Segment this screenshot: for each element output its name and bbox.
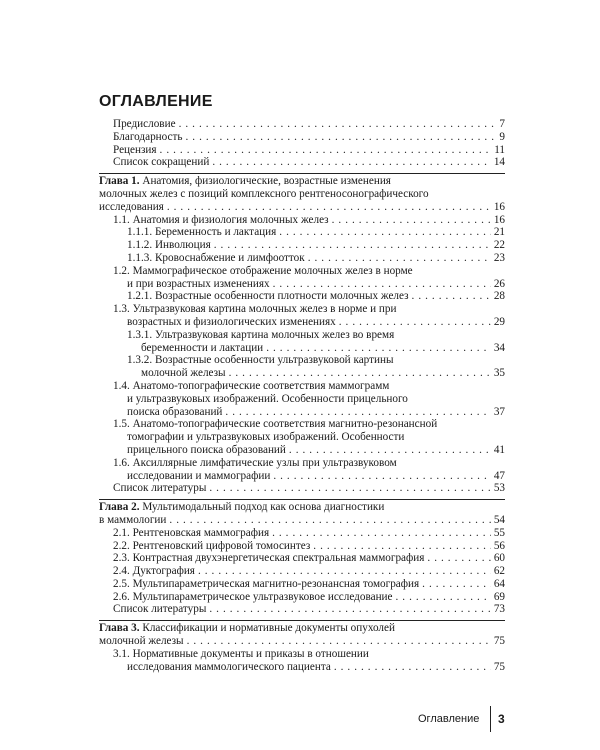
toc-entry-title	[127, 354, 394, 367]
toc-entry	[99, 214, 505, 227]
leader-dots	[209, 603, 490, 616]
toc-page-number: 73	[493, 603, 505, 616]
toc-page-number: 64	[493, 577, 505, 590]
toc-entry	[99, 578, 505, 591]
toc-line	[99, 329, 505, 342]
toc-entry-text: 1.5. Анатомо-топографические соответствия магнитно-резонансной	[113, 418, 438, 431]
toc-line	[99, 540, 505, 553]
front-matter	[99, 117, 505, 170]
toc-entry-text: 1.3.1. Ультразвуковая картина молочных желез во время	[127, 328, 395, 341]
toc-line	[99, 661, 505, 674]
toc-entry-title	[113, 131, 182, 144]
toc-entry	[99, 457, 505, 483]
toc-entry-title	[99, 635, 184, 648]
toc-entry-text: 3.1. Нормативные документы и приказы в отношении	[113, 647, 369, 660]
toc-entry-title	[99, 501, 384, 514]
toc-entry-title	[127, 316, 336, 329]
toc-page-number: 16	[493, 200, 505, 213]
toc-entry-text: исследования маммологического пациента	[127, 660, 331, 673]
toc-entry-title	[127, 393, 408, 406]
leader-dots	[212, 156, 490, 169]
leader-dots	[198, 565, 491, 578]
toc-line	[99, 565, 505, 578]
toc-line	[99, 265, 505, 278]
toc-entry-title	[141, 367, 226, 380]
toc-line	[99, 342, 505, 355]
toc-page-number: 75	[493, 660, 505, 673]
toc-line	[99, 514, 505, 527]
toc-line	[99, 578, 505, 591]
toc-entry-title	[127, 239, 211, 252]
running-footer-label: Оглавление	[418, 713, 480, 725]
chapter-block	[99, 620, 505, 674]
toc-entry-title	[99, 188, 429, 201]
toc-entry-text: поиска образований	[127, 405, 223, 418]
toc-page-number: 47	[493, 469, 505, 482]
toc-entry-text: молочных желез с позиций комплексного рентгеносонографического	[99, 187, 429, 200]
leader-dots	[225, 406, 490, 419]
toc-entry-text: 1.1.2. Инволюция	[127, 239, 211, 252]
toc-entry	[99, 380, 505, 418]
toc-entry-text: Благодарность	[113, 130, 183, 143]
toc-page-number: 41	[493, 443, 505, 456]
page-title: ОГЛАВЛЕНИЕ	[99, 93, 213, 110]
toc-page-number: 56	[493, 539, 505, 552]
toc-entry-text: Мультимодальный подход как основа диагностики	[142, 501, 385, 514]
toc-line	[113, 118, 505, 131]
toc-page-number: 28	[493, 290, 505, 303]
toc-page-number: 60	[493, 552, 505, 565]
toc-page-number: 7	[499, 118, 505, 130]
toc-page-number: 21	[493, 226, 505, 239]
leader-dots	[412, 290, 491, 303]
toc-entry-text: 1.1.1. Беременность и лактация	[127, 226, 277, 239]
toc-entry-text: Классификации и нормативные документы опухолей	[142, 622, 395, 635]
leader-dots	[273, 278, 491, 291]
leader-dots	[396, 591, 491, 604]
toc-entry-title	[127, 431, 404, 444]
toc-entry	[99, 252, 505, 265]
toc-entry-title	[99, 622, 395, 635]
toc-entry-title	[113, 540, 310, 553]
toc-entry-title	[113, 214, 329, 227]
toc-line	[113, 144, 505, 157]
toc-entry-text: 1.3.2. Возрастные особенности ультразвуковой картины	[127, 354, 394, 367]
toc-entry-text: 2.2. Рентгеновский цифровой томосинтез	[113, 539, 311, 552]
toc-entry	[113, 156, 505, 169]
toc-entry-title	[113, 578, 419, 591]
toc-line	[99, 457, 505, 470]
leader-dots	[339, 316, 491, 329]
leader-dots	[169, 514, 490, 527]
leader-dots	[334, 661, 491, 674]
toc-entry-text: исследования	[99, 200, 164, 213]
toc-line	[99, 552, 505, 565]
toc-entry	[113, 118, 505, 131]
leader-dots	[308, 252, 491, 265]
toc-entry	[99, 565, 505, 578]
toc-entry	[99, 540, 505, 553]
toc-entry	[99, 603, 505, 616]
toc-entry	[99, 501, 505, 527]
toc-page-number: 37	[493, 405, 505, 418]
toc-line	[99, 527, 505, 540]
leader-dots	[279, 226, 491, 239]
toc-entry-text: 1.4. Анатомо-топографические соответствия маммограмм	[113, 379, 390, 392]
toc-entry-title	[127, 290, 409, 303]
leader-dots	[266, 342, 491, 355]
footer-divider	[490, 706, 491, 732]
toc-entry	[99, 239, 505, 252]
toc-entry-title	[127, 470, 270, 483]
leader-dots	[313, 540, 491, 553]
toc-line	[99, 303, 505, 316]
toc-line	[99, 591, 505, 604]
toc-page-number: 34	[493, 341, 505, 354]
toc-entry-text: Список литературы	[113, 603, 207, 616]
toc-line	[99, 380, 505, 393]
toc-page-number: 16	[493, 213, 505, 226]
toc-line	[99, 501, 505, 514]
toc-entry-text: исследовании и маммографии	[127, 469, 271, 482]
toc-entry-title	[113, 156, 209, 169]
chapter-label: Глава 1.	[99, 175, 143, 188]
toc-entry-title	[127, 278, 270, 291]
toc-entry	[99, 175, 505, 213]
toc-line	[113, 131, 505, 144]
toc-entry	[99, 552, 505, 565]
toc-entry-title	[113, 603, 206, 616]
toc-line	[99, 354, 505, 367]
toc-entry-title	[113, 648, 369, 661]
toc-entry-text: 1.1. Анатомия и физиология молочных желез	[113, 213, 329, 226]
toc-entry-title	[113, 418, 437, 431]
toc-line	[99, 603, 505, 616]
table-of-contents	[99, 117, 505, 677]
toc-entry-text: возрастных и физиологических изменениях	[127, 315, 336, 328]
leader-dots	[214, 239, 491, 252]
toc-entry-text: 2.6. Мультипараметрическое ультразвуковое исследование	[113, 590, 393, 603]
leader-dots	[229, 367, 491, 380]
toc-entry-text: Анатомия, физиологические, возрастные изменения	[142, 175, 391, 188]
toc-entry-title	[127, 406, 222, 419]
toc-page-number: 69	[493, 590, 505, 603]
toc-entry-text: прицельного поиска образований	[127, 443, 286, 456]
toc-entry-title	[113, 552, 424, 565]
toc-entry-text: 2.3. Контрастная двухэнергетическая спектральная маммография	[113, 552, 425, 565]
toc-line	[99, 290, 505, 303]
toc-entry	[99, 226, 505, 239]
toc-entry-text: Список литературы	[113, 482, 207, 495]
toc-entry-text: томографии и ультразвуковых изображений. Особенности	[127, 431, 405, 444]
toc-line	[99, 316, 505, 329]
toc-line	[99, 239, 505, 252]
toc-entry-text: и ультразвуковых изображений. Особенности прицельного	[127, 392, 408, 405]
leader-dots	[185, 131, 496, 144]
toc-line	[99, 418, 505, 431]
toc-page-number: 9	[499, 130, 505, 143]
toc-line	[99, 252, 505, 265]
toc-entry-text: беременности и лактации	[141, 341, 264, 354]
leader-dots	[167, 201, 491, 214]
toc-entry	[99, 648, 505, 674]
toc-entry	[99, 265, 505, 291]
toc-page-number: 53	[493, 482, 505, 495]
leader-dots	[273, 470, 490, 483]
toc-entry-title	[113, 118, 176, 131]
leader-dots	[422, 578, 491, 591]
leader-dots	[289, 444, 491, 457]
leader-dots	[332, 214, 491, 227]
toc-line	[113, 156, 505, 169]
toc-line	[99, 393, 505, 406]
leader-dots	[160, 144, 492, 157]
toc-line	[99, 226, 505, 239]
toc-line	[99, 470, 505, 483]
toc-entry-text: и при возрастных изменениях	[127, 277, 270, 290]
toc-entry-title	[127, 444, 286, 457]
toc-line	[99, 622, 505, 635]
toc-entry	[113, 131, 505, 144]
toc-entry-text: Список сокращений	[113, 156, 210, 169]
toc-line	[99, 214, 505, 227]
toc-entry-title	[127, 329, 394, 342]
toc-entry	[99, 329, 505, 355]
toc-entry-text: 1.2.1. Возрастные особенности плотности молочных желез	[127, 290, 409, 303]
toc-entry-text: 2.5. Мультипараметрическая магнитно-резонансная томография	[113, 577, 420, 590]
toc-entry-title	[113, 303, 396, 316]
toc-line	[99, 406, 505, 419]
toc-entry-text: Рецензия	[113, 143, 157, 156]
toc-entry-title	[127, 661, 331, 674]
toc-entry-title	[113, 565, 195, 578]
leader-dots	[179, 118, 497, 131]
toc-entry-text: Предисловие	[113, 118, 176, 130]
toc-entry	[99, 482, 505, 495]
toc-entry-title	[113, 482, 206, 495]
toc-entry	[113, 144, 505, 157]
toc-entry	[99, 290, 505, 303]
page-number: 3	[498, 712, 505, 726]
toc-page-number: 23	[493, 251, 505, 264]
toc-entry-title	[127, 226, 276, 239]
toc-entry-text: 1.3. Ультразвуковая картина молочных желез в норме и при	[113, 303, 397, 316]
chapter-block	[99, 173, 505, 496]
toc-page-number: 75	[493, 635, 505, 648]
toc-page-number: 22	[493, 239, 505, 252]
toc-page-number: 35	[493, 367, 505, 380]
toc-entry-text: молочной железы	[141, 367, 226, 380]
toc-entry	[99, 591, 505, 604]
toc-page-number: 29	[493, 315, 505, 328]
toc-page-number: 54	[493, 513, 505, 526]
toc-line	[99, 175, 505, 188]
toc-entry-text: 2.1. Рентгеновская маммография	[113, 526, 270, 539]
toc-entry-title	[99, 175, 391, 188]
toc-entry-title	[127, 252, 305, 265]
toc-line	[99, 635, 505, 648]
toc-line	[99, 648, 505, 661]
toc-entry-text: в маммологии	[99, 513, 167, 526]
toc-entry-title	[99, 514, 166, 527]
toc-entry-title	[113, 380, 389, 393]
leader-dots	[209, 482, 490, 495]
toc-line	[99, 278, 505, 291]
toc-page-number: 14	[493, 156, 505, 169]
toc-entry-text: 1.6. Аксиллярные лимфатические узлы при ультразвуковом	[113, 456, 397, 469]
leader-dots	[427, 552, 490, 565]
toc-entry-title	[99, 201, 164, 214]
toc-page-number: 55	[493, 526, 505, 539]
toc-line	[99, 201, 505, 214]
toc-entry-text: молочной железы	[99, 635, 184, 648]
leader-dots	[187, 635, 491, 648]
toc-entry-title	[113, 265, 413, 278]
toc-entry-title	[113, 591, 393, 604]
chapter-label: Глава 3.	[99, 622, 143, 635]
toc-entry	[99, 418, 505, 456]
toc-line	[99, 444, 505, 457]
toc-page-number: 11	[494, 143, 505, 156]
leader-dots	[272, 527, 491, 540]
chapter-label: Глава 2.	[99, 501, 143, 514]
toc-entry-text: 2.4. Дуктография	[113, 565, 195, 578]
toc-entry	[99, 303, 505, 329]
toc-entry-title	[113, 527, 269, 540]
toc-entry-title	[141, 342, 263, 355]
toc-entry-title	[113, 457, 397, 470]
toc-line	[99, 431, 505, 444]
toc-entry-text: 1.1.3. Кровоснабжение и лимфоотток	[127, 251, 305, 264]
toc-entry-title	[113, 144, 157, 157]
toc-page-number: 62	[493, 565, 505, 578]
toc-page-number: 26	[493, 277, 505, 290]
toc-entry	[99, 527, 505, 540]
toc-line	[99, 188, 505, 201]
toc-line	[99, 367, 505, 380]
toc-entry	[99, 354, 505, 380]
toc-entry	[99, 622, 505, 648]
toc-line	[99, 482, 505, 495]
chapter-block	[99, 499, 505, 617]
toc-entry-text: 1.2. Маммографическое отображение молочных желез в норме	[113, 264, 413, 277]
